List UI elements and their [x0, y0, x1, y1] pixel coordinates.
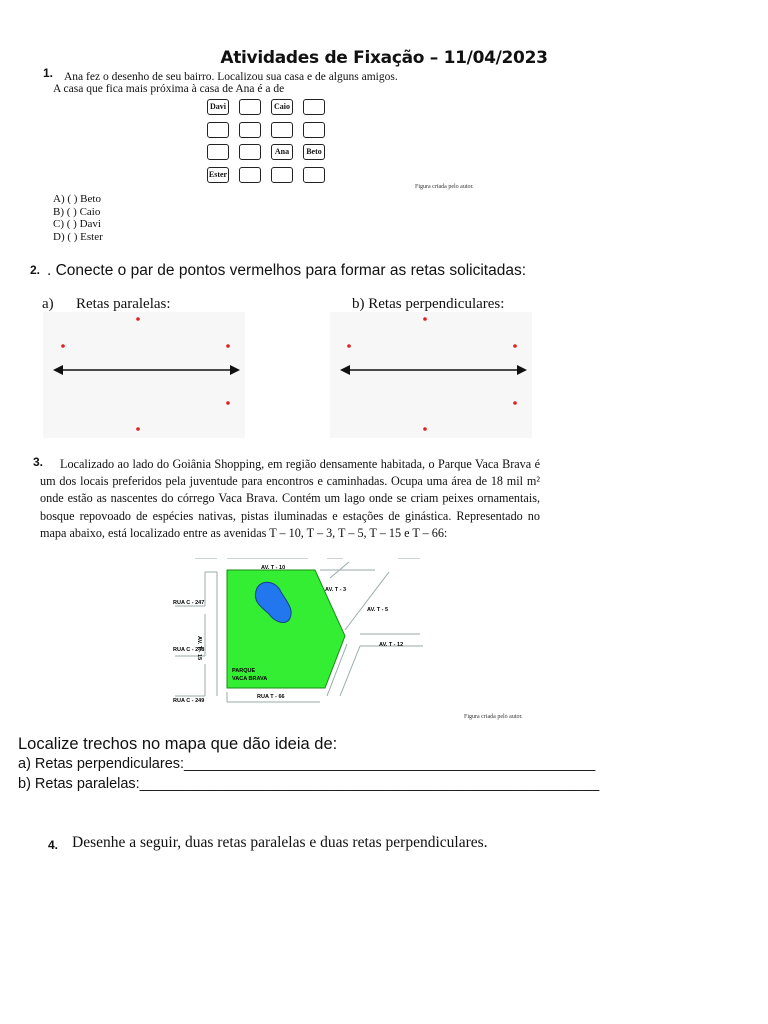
label-av-t3: AV. T - 3: [325, 587, 347, 593]
option-b[interactable]: B) ( ) Caio: [53, 205, 101, 218]
page-title: Atividades de Fixação – 11/04/2023: [220, 48, 548, 68]
house-empty: [239, 167, 261, 183]
house-empty: [303, 99, 325, 115]
option-d[interactable]: D) ( ) Ester: [53, 230, 103, 243]
red-dot[interactable]: [423, 317, 427, 321]
red-dot[interactable]: [136, 427, 140, 431]
label-av-t15: AV. T - 15: [196, 636, 202, 661]
label-av-t5: AV. T - 5: [367, 607, 389, 613]
label-rua-c248: RUA C - 248: [173, 647, 205, 653]
house-empty: [239, 99, 261, 115]
park-map-figure: [165, 558, 435, 710]
label-av-t10: AV. T - 10: [261, 565, 286, 571]
house-davi: Davi: [207, 99, 229, 115]
q2-a-letter: a): [42, 296, 54, 312]
house-empty: [303, 167, 325, 183]
red-dot[interactable]: [61, 344, 65, 348]
label-rua-t66: RUA T - 66: [257, 694, 285, 700]
q1-number: 1.: [43, 66, 54, 80]
parallel-figure: [43, 312, 245, 438]
house-empty: [239, 122, 261, 138]
q2-b-label: b) Retas perpendiculares:: [352, 296, 505, 312]
q3-text: Localizado ao lado do Goiânia Shopping, em região densamente habitada, o Parque Vaca Brava é um dos locais preferidos pela juventude para encontros e caminhadas. Ocupa uma área de 18 mil m² onde estão as nascentes do córrego Vaca Brava. Contém um lago onde se criam peixes ornamentais, bosque repovoado de espécies nativas, pistas iluminadas e estações de ginástica. Representado no mapa abaixo, está localizado entre as avenidas T – 10, T – 3, T – 5, T – 15 e T – 66:: [40, 457, 540, 540]
option-c[interactable]: C) ( ) Davi: [53, 218, 101, 230]
label-rua-c247: RUA C - 247: [173, 600, 205, 606]
label-parque: PARQUE: [232, 668, 256, 674]
q2-number: 2.: [30, 263, 41, 277]
red-dot[interactable]: [513, 344, 517, 348]
red-dot[interactable]: [226, 344, 230, 348]
q1-line1: Ana fez o desenho de seu bairro. Localizou sua casa e de alguns amigos.: [64, 71, 398, 83]
house-empty: [303, 122, 325, 138]
red-dot[interactable]: [226, 401, 230, 405]
house-beto: Beto: [303, 144, 325, 160]
parallel-panel: [43, 312, 245, 438]
q2-text: . Conecte o par de pontos vermelhos para formar as retas solicitadas:: [47, 262, 527, 279]
park-map: [165, 558, 435, 710]
arrow-right-icon: [517, 365, 527, 375]
red-dot[interactable]: [423, 427, 427, 431]
label-av-t12: AV. T - 12: [379, 642, 404, 648]
q1-caption: Figura criada pelo autor.: [415, 184, 474, 190]
q3-answers: [18, 734, 599, 794]
label-vaca-brava: VACA BRAVA: [232, 676, 268, 682]
q4-text: Desenhe a seguir, duas retas paralelas e duas retas perpendiculares.: [72, 834, 488, 851]
arrow-left-icon: [53, 365, 63, 375]
answer-line-a[interactable]: a) Retas perpendiculares:___________________________________________________: [18, 756, 596, 772]
option-a[interactable]: A) ( ) Beto: [53, 193, 101, 205]
red-dot[interactable]: [513, 401, 517, 405]
q3-paragraph: [40, 456, 540, 542]
house-empty: [207, 122, 229, 138]
q4-number: 4.: [48, 838, 59, 852]
q1-line2: A casa que fica mais próxima à casa de Ana é a de: [53, 83, 285, 95]
red-dot[interactable]: [136, 317, 140, 321]
house-empty: [239, 144, 261, 160]
house-empty: [207, 144, 229, 160]
q1-options: [53, 193, 103, 243]
house-ester: Ester: [207, 167, 229, 183]
house-grid: [207, 99, 327, 187]
label-rua-c249: RUA C - 249: [173, 698, 205, 704]
q3-prompt: Localize trechos no mapa que dão ideia de:: [18, 735, 338, 753]
perpendicular-figure: [330, 312, 532, 438]
red-dot[interactable]: [347, 344, 351, 348]
house-caio: Caio: [271, 99, 293, 115]
q3-number: 3.: [33, 455, 44, 469]
house-empty: [271, 122, 293, 138]
answer-line-b[interactable]: b) Retas paralelas:_________________________________________________________: [18, 776, 600, 792]
arrow-left-icon: [340, 365, 350, 375]
house-ana: Ana: [271, 144, 293, 160]
perpendicular-panel: [330, 312, 532, 438]
arrow-right-icon: [230, 365, 240, 375]
q3-caption: Figura criada pelo autor.: [464, 714, 523, 720]
house-empty: [271, 167, 293, 183]
q2-a-label: Retas paralelas:: [76, 296, 171, 312]
